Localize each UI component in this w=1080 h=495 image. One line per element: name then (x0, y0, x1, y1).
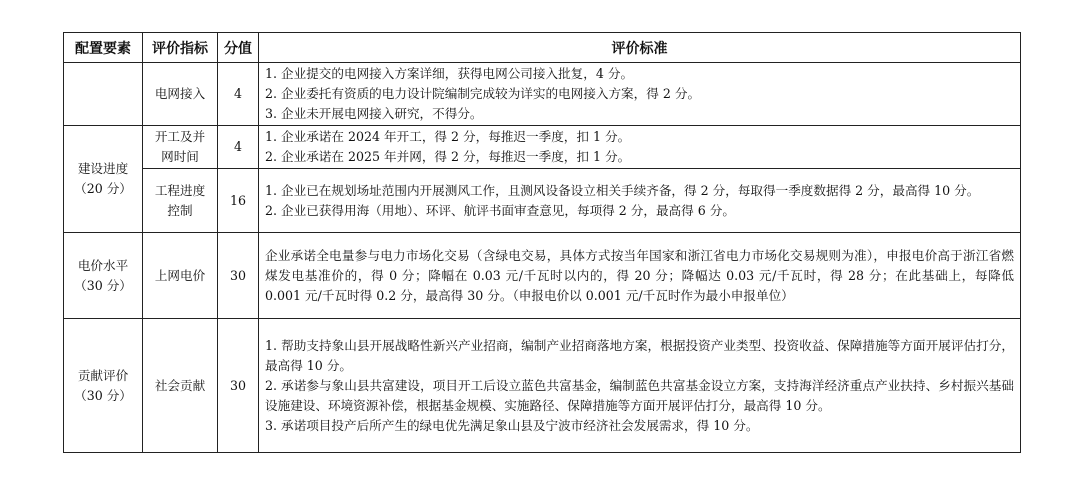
header-criteria: 评价标准 (259, 33, 1021, 63)
indicator-text: 网时间 (161, 149, 199, 164)
indicator-text: 上网电价 (154, 267, 206, 283)
group-points: （30 分） (74, 277, 132, 293)
indicator-cell (143, 126, 218, 169)
indicator-text: 电网接入 (154, 86, 206, 101)
table-row (64, 63, 1021, 126)
element-cell-price (64, 233, 143, 319)
score-cell: 16 (218, 169, 259, 233)
group-label: 建设进度 (77, 161, 129, 176)
criteria-line: 2. 企业承诺在 2025 年并网，得 2 分，每推迟一季度，扣 1 分。 (265, 149, 631, 164)
indicator-cell (143, 63, 218, 126)
header-row (64, 33, 1021, 63)
table-row (64, 233, 1021, 319)
criteria-line: 1. 企业提交的电网接入方案详细，获得电网公司接入批复，4 分。 (265, 66, 634, 81)
criteria-line: 1. 企业已在规划场址范围内开展测风工作，且测风设备设立相关手续齐备，得 2 分，每取得一季度数据得 2 分，最高得 10 分。 (265, 182, 980, 198)
criteria-cell (259, 63, 1021, 126)
table-row (64, 319, 1021, 453)
element-cell-empty (64, 63, 143, 126)
evaluation-table (63, 32, 1021, 453)
criteria-cell (259, 126, 1021, 169)
criteria-line: 1. 企业承诺在 2024 年开工，得 2 分，每推迟一季度，扣 1 分。 (265, 129, 631, 144)
table-row (64, 126, 1021, 169)
indicator-text: 控制 (167, 202, 193, 218)
indicator-text: 工程进度 (154, 182, 206, 198)
criteria-line: 2. 承诺参与象山县共富建设，项目开工后设立蓝色共富基金，编制蓝色共富基金设立方案，支持海洋经济重点产业扶持、乡村振兴基础设施建设、环境资源补偿，根据基金规模、实施路径、保障措施等方面开展评估打分，最高得 10 分。 (265, 377, 1014, 413)
indicator-cell (143, 233, 218, 319)
header-indicator: 评价指标 (143, 33, 218, 63)
table-row (64, 169, 1021, 233)
group-label: 贡献评价 (77, 367, 129, 383)
criteria-line: 2. 企业委托有资质的电力设计院编制完成较为详实的电网接入方案，得 2 分。 (265, 86, 701, 101)
criteria-cell (259, 233, 1021, 319)
score-cell: 4 (218, 126, 259, 169)
score-cell: 30 (218, 233, 259, 319)
criteria-cell (259, 319, 1021, 453)
evaluation-table-container (63, 32, 1020, 453)
indicator-text: 开工及并 (154, 129, 206, 144)
group-points: （30 分） (74, 387, 132, 403)
group-points: （20 分） (74, 181, 132, 196)
criteria-line: 3. 企业未开展电网接入研究，不得分。 (265, 106, 483, 121)
indicator-cell (143, 319, 218, 453)
criteria-line: 1. 帮助支持象山县开展战略性新兴产业招商，编制产业招商落地方案，根据投资产业类型、投资收益、保障措施等方面开展评估打分，最高得 10 分。 (265, 337, 1014, 373)
header-score: 分值 (218, 33, 259, 63)
criteria-line: 企业承诺全电量参与电力市场化交易（含绿电交易，具体方式按当年国家和浙江省电力市场化交易规则为准），申报电价高于浙江省燃煤发电基准价的，得 0 分；降幅在 0.03 元/千瓦时以内的，得 20 分；降幅达 0.03 元/千瓦时，得 28 分；在此基础上，每降低 0.001 元/千瓦时得 0.2 分，最高得 30 分。（申报电价以 0.001 元/千瓦时作为最小申报单位） (265, 247, 1014, 303)
criteria-line: 2. 企业已获得用海（用地）、环评、航评书面审查意见，每项得 2 分，最高得 6 分。 (265, 202, 735, 218)
score-cell: 30 (218, 319, 259, 453)
header-element: 配置要素 (64, 33, 143, 63)
group-label: 电价水平 (77, 257, 129, 273)
element-cell-construction (64, 126, 143, 233)
indicator-cell (143, 169, 218, 233)
indicator-text: 社会贡献 (154, 377, 206, 393)
score-cell: 4 (218, 63, 259, 126)
criteria-line: 3. 承诺项目投产后所产生的绿电优先满足象山县及宁波市经济社会发展需求，得 10 分。 (265, 417, 759, 433)
criteria-cell (259, 169, 1021, 233)
element-cell-contribution (64, 319, 143, 453)
